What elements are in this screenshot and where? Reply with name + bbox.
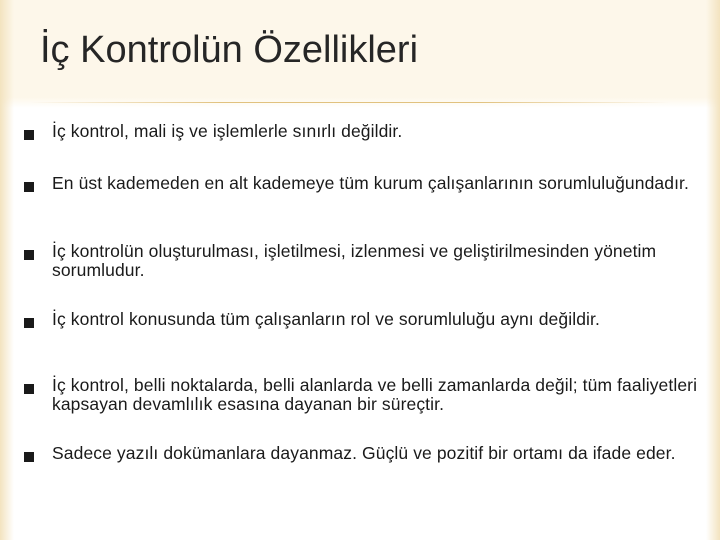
bullet-item (24, 242, 704, 280)
bullet-item (24, 122, 704, 141)
square-bullet-icon (24, 384, 34, 394)
bullet-text: İç kontrol konusunda tüm çalışanların rol ve sorumluluğu aynı değildir. (52, 309, 600, 329)
slide-title: İç Kontrolün Özellikleri (40, 29, 419, 71)
bullet-text: İç kontrolün oluşturulması, işletilmesi, izlenmesi ve geliştirilmesinden yönetim sorumludur. (52, 241, 657, 280)
bullet-text: En üst kademeden en alt kademeye tüm kurum çalışanlarının sorumluluğundadır. (52, 173, 689, 193)
bullet-item (24, 444, 704, 463)
bullet-item (24, 174, 704, 193)
title-divider (30, 102, 670, 103)
square-bullet-icon (24, 250, 34, 260)
square-bullet-icon (24, 452, 34, 462)
bullet-item (24, 376, 704, 414)
square-bullet-icon (24, 182, 34, 192)
square-bullet-icon (24, 318, 34, 328)
bullet-item (24, 310, 704, 329)
bullet-text: İç kontrol, mali iş ve işlemlerle sınırlı değildir. (52, 121, 403, 141)
bullet-text: İç kontrol, belli noktalarda, belli alanlarda ve belli zamanlarda değil; tüm faaliyetleri kapsayan devamlılık esasına dayanan bir süreçtir. (52, 375, 698, 414)
square-bullet-icon (24, 130, 34, 140)
bullet-text: Sadece yazılı dokümanlara dayanmaz. Güçlü ve pozitif bir ortamı da ifade eder. (52, 443, 676, 463)
